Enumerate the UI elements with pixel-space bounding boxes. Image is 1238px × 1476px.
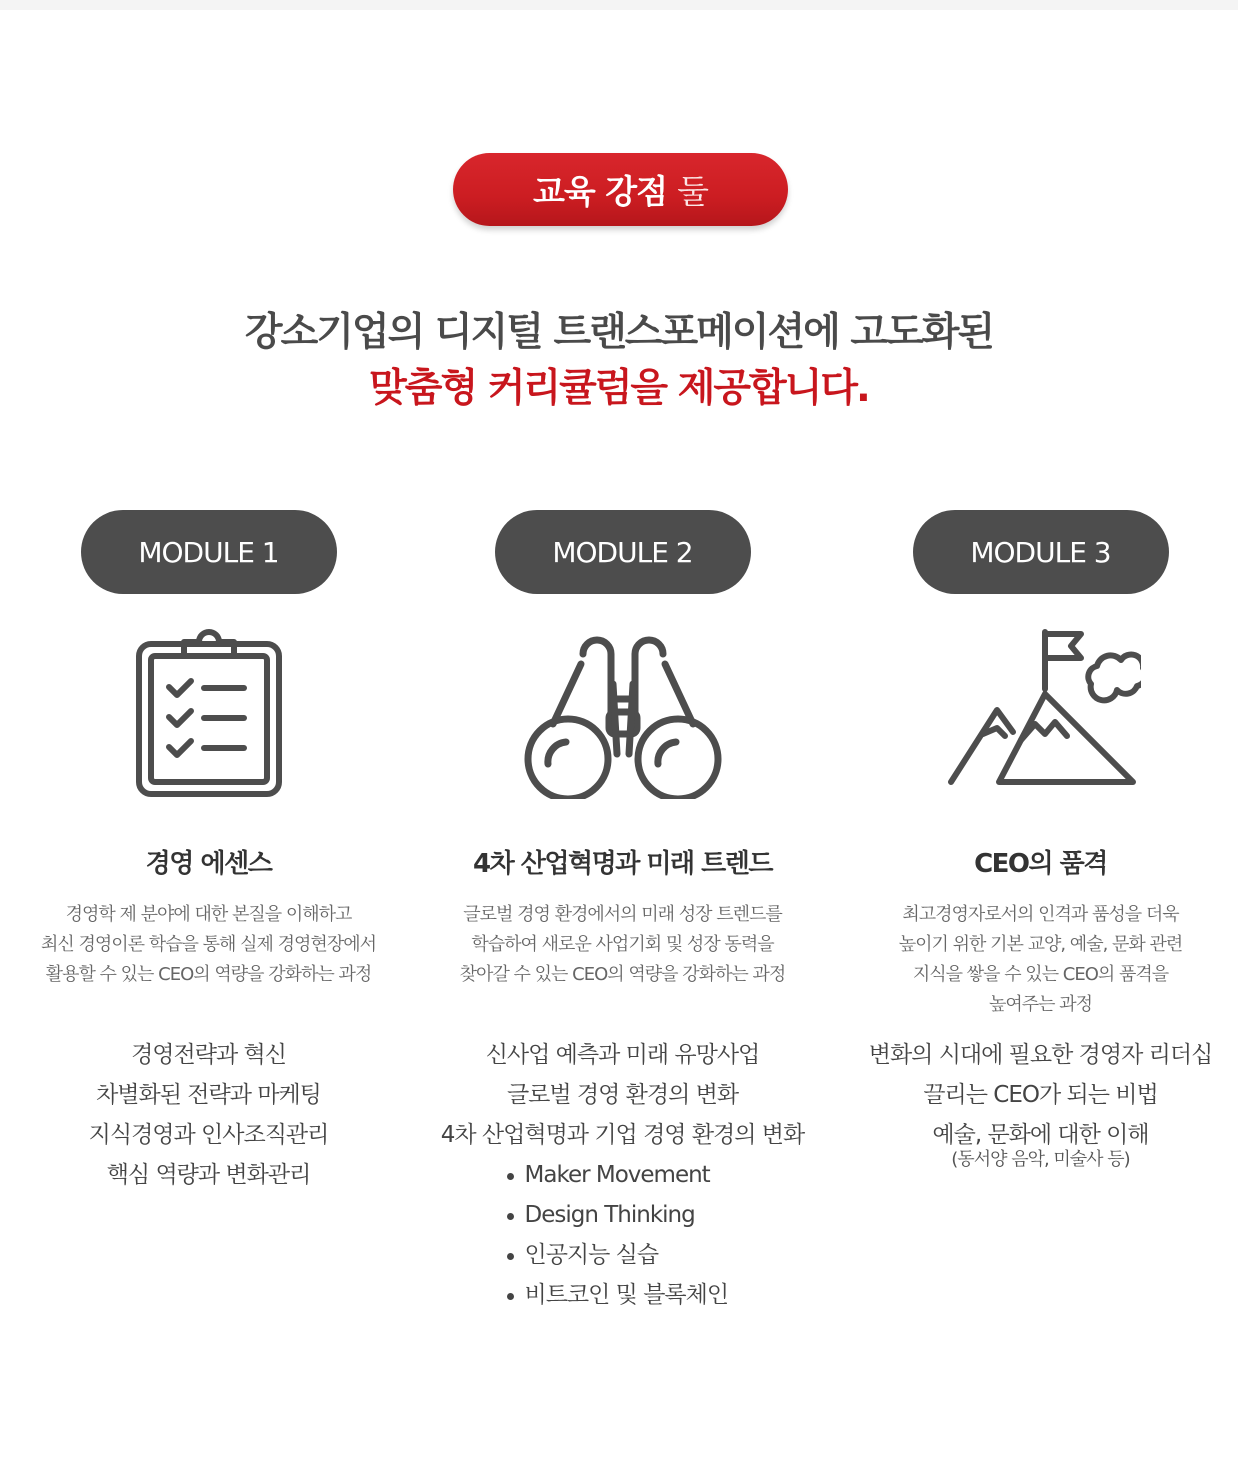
badge-light-text: 둘 (677, 172, 708, 211)
topic-note: (동서양 음악, 미술사 등) (951, 1149, 1130, 1170)
headline-line2: 맞춤형 커리큘럼을 제공합니다. (369, 366, 869, 411)
bullet-item: 인공지능 실습 (507, 1235, 743, 1275)
module-2-description (414, 900, 831, 1035)
module-3-topics (832, 1035, 1238, 1171)
bullet-item: Design Thinking (507, 1195, 743, 1235)
module-3-title: CEO의 품격 (974, 849, 1107, 879)
module-1-label: MODULE 1 (81, 510, 337, 594)
desc-line: 높이기 위한 기본 교양, 예술, 문화 관련 (898, 934, 1183, 955)
binoculars-icon (513, 624, 733, 799)
module-2-bullet-list (503, 1155, 743, 1315)
module-3-column (832, 510, 1238, 1171)
topic-item: 글로벌 경영 환경의 변화 (506, 1082, 739, 1108)
desc-line: 찾아갈 수 있는 CEO의 역량을 강화하는 과정 (459, 964, 786, 985)
module-1-title: 경영 에센스 (145, 849, 272, 879)
topic-item: 신사업 예측과 미래 유망사업 (485, 1042, 760, 1068)
headline (0, 305, 1238, 417)
topic-item: 경영전략과 혁신 (131, 1042, 286, 1068)
desc-line: 최신 경영이론 학습을 통해 실제 경영현장에서 (41, 934, 376, 955)
module-3-label: MODULE 3 (913, 510, 1169, 594)
desc-line: 경영학 제 분야에 대한 본질을 이해하고 (65, 904, 352, 925)
desc-line: 지식을 쌓을 수 있는 CEO의 품격을 (912, 964, 1169, 985)
topic-item: 예술, 문화에 대한 이해 (932, 1122, 1149, 1148)
module-2-topics (414, 1035, 831, 1315)
bullet-item: 비트코인 및 블록체인 (507, 1275, 743, 1315)
desc-line: 높여주는 과정 (988, 994, 1093, 1015)
topic-item: 끌리는 CEO가 되는 비법 (923, 1082, 1158, 1108)
clipboard-checklist-icon (129, 624, 289, 799)
module-2-label: MODULE 2 (495, 510, 751, 594)
topic-item: 차별화된 전략과 마케팅 (96, 1082, 321, 1108)
topic-item: 지식경영과 인사조직관리 (88, 1122, 329, 1148)
mountain-flag-icon (941, 624, 1141, 799)
badge-strong-text: 교육 강점 (533, 172, 668, 211)
topic-item: 핵심 역량과 변화관리 (106, 1162, 311, 1188)
module-1-topics (0, 1035, 417, 1195)
module-3-description (832, 900, 1238, 1035)
topic-item: 4차 산업혁명과 기업 경영 환경의 변화 (440, 1122, 805, 1148)
module-2-column (414, 510, 831, 1315)
top-strip (0, 0, 1238, 10)
bullet-item: Maker Movement (507, 1155, 743, 1195)
topic-item: 변화의 시대에 필요한 경영자 리더십 (868, 1042, 1213, 1068)
module-2-title: 4차 산업혁명과 미래 트렌드 (472, 849, 773, 879)
desc-line: 최고경영자로서의 인격과 품성을 더욱 (902, 904, 1179, 925)
module-1-description (0, 900, 417, 1035)
module-1-column (0, 510, 417, 1195)
strength-badge (453, 153, 788, 226)
desc-line: 학습하여 새로운 사업기회 및 성장 동력을 (471, 934, 774, 955)
headline-line1: 강소기업의 디지털 트랜스포메이션에 고도화된 (244, 310, 994, 355)
desc-line: 활용할 수 있는 CEO의 역량을 강화하는 과정 (45, 964, 372, 985)
desc-line: 글로벌 경영 환경에서의 미래 성장 트렌드를 (463, 904, 782, 925)
